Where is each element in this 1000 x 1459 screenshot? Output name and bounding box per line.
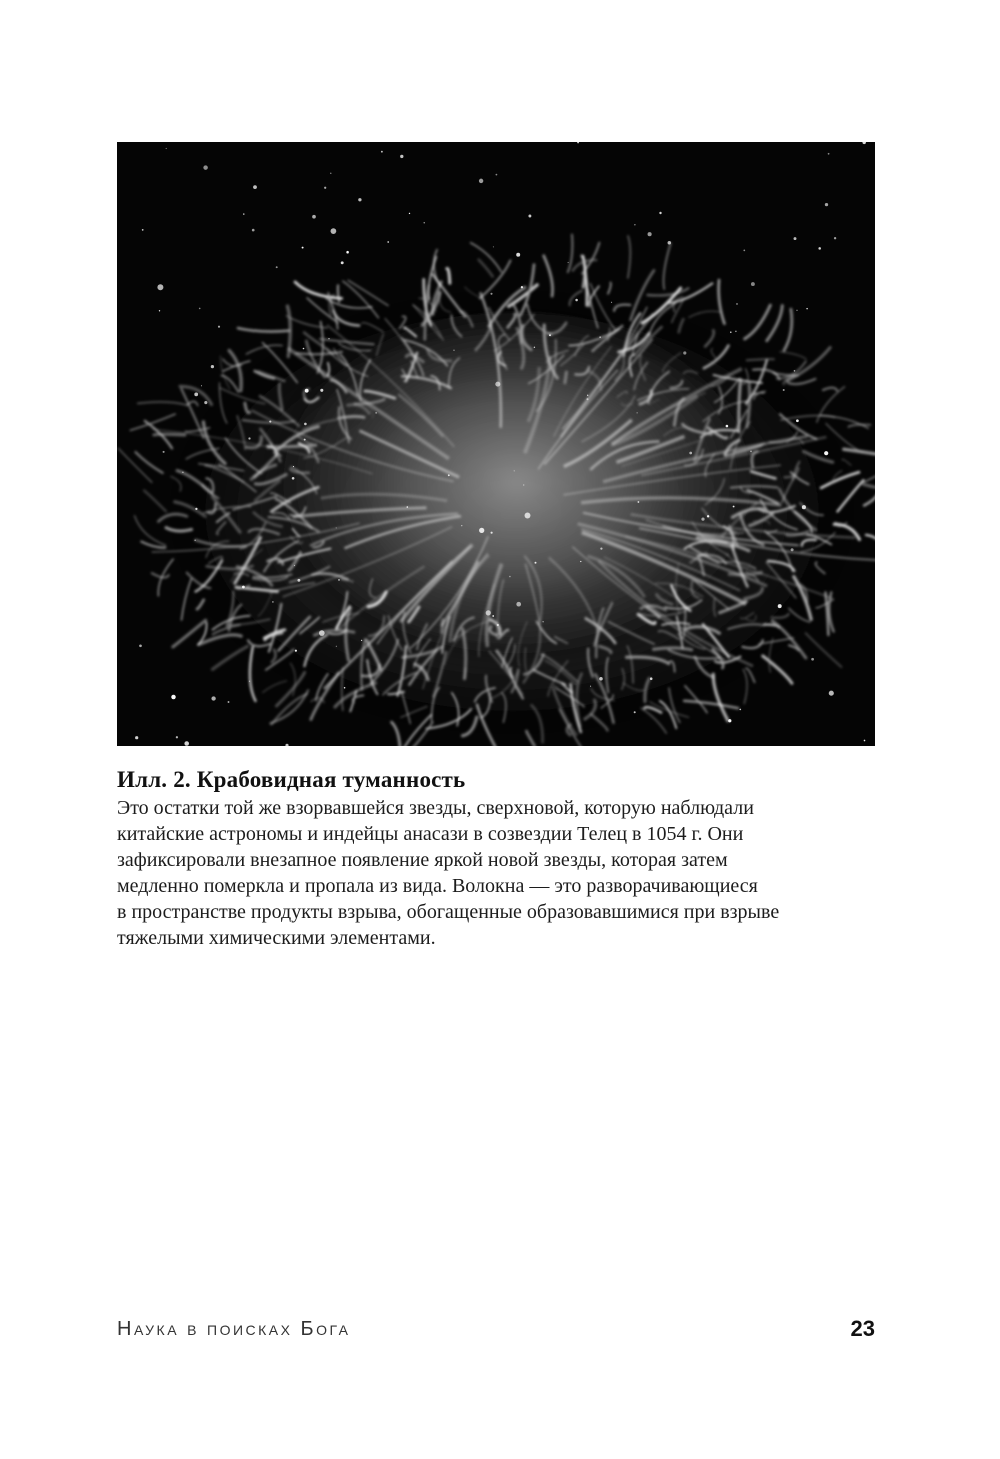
nebula-filament: [565, 372, 567, 383]
star: [424, 222, 425, 223]
star: [778, 604, 782, 608]
star: [218, 326, 220, 328]
star: [534, 347, 535, 348]
star: [497, 624, 499, 626]
star: [361, 640, 362, 641]
star: [381, 151, 383, 153]
star: [736, 303, 737, 304]
star: [330, 173, 331, 174]
star: [276, 266, 278, 268]
star: [242, 586, 245, 589]
nebula-filament: [747, 359, 774, 360]
star: [305, 389, 309, 393]
star: [243, 213, 244, 214]
star: [272, 601, 274, 603]
star: [825, 203, 828, 206]
star: [195, 540, 196, 541]
nebula-filament: [338, 416, 364, 418]
star: [453, 350, 454, 351]
star: [176, 736, 178, 738]
star: [358, 198, 361, 201]
nebula-core-glow: [257, 292, 777, 672]
star: [535, 562, 537, 564]
star: [568, 262, 569, 263]
star: [253, 185, 257, 189]
star: [599, 336, 601, 338]
star: [586, 398, 588, 400]
star: [668, 241, 672, 245]
star: [338, 579, 340, 581]
star: [341, 261, 344, 264]
star: [184, 741, 189, 746]
star: [194, 393, 198, 397]
star: [726, 425, 729, 428]
star: [171, 695, 175, 699]
star: [828, 153, 830, 155]
star: [509, 576, 511, 578]
star: [302, 247, 304, 249]
star: [336, 646, 337, 647]
star: [407, 506, 409, 508]
star: [496, 174, 498, 176]
star: [637, 501, 639, 503]
star: [707, 515, 709, 517]
star: [479, 528, 484, 533]
star: [211, 696, 215, 700]
star: [199, 308, 201, 310]
star: [525, 513, 531, 519]
star: [495, 382, 500, 387]
star: [304, 439, 306, 441]
star: [730, 331, 731, 332]
star: [493, 246, 494, 247]
star: [486, 610, 491, 615]
star: [295, 650, 297, 652]
star: [802, 505, 806, 509]
star: [701, 518, 704, 521]
star: [791, 548, 794, 551]
star: [159, 310, 160, 311]
star: [269, 421, 271, 423]
figure-caption: [117, 765, 887, 951]
star: [490, 293, 492, 295]
star: [796, 310, 797, 311]
star: [659, 212, 661, 214]
star: [829, 691, 834, 696]
star: [637, 412, 638, 413]
star: [331, 228, 337, 234]
star: [521, 286, 523, 288]
star: [344, 687, 346, 689]
star: [312, 215, 316, 219]
star: [733, 506, 735, 508]
star: [252, 229, 255, 232]
star: [806, 308, 808, 310]
star: [142, 229, 144, 231]
caption-text: Это остатки той же взорвавшейся звезды, сверхновой, которую наблюдали китайские астрономы и индейцы анасази в созвездии Телец в 1054 г. Они зафиксировали внезапное появление яркой новой звезды, которая затем медленно померкла и пропала из вида. Волокна — это разворачивающиеся в пространстве продукты взрыва, обогащенные образовавшимися при взрыве тяжелыми химическими элементами.: [117, 797, 780, 949]
star: [549, 334, 551, 336]
star: [461, 525, 462, 526]
star: [163, 451, 165, 453]
star: [319, 630, 325, 636]
star: [248, 437, 250, 439]
star: [739, 709, 741, 711]
star: [182, 471, 184, 473]
star: [516, 253, 520, 257]
star: [650, 677, 653, 680]
star: [211, 365, 214, 368]
star: [523, 484, 524, 485]
star: [228, 701, 230, 703]
star: [516, 602, 521, 607]
star: [448, 474, 450, 476]
star: [195, 508, 197, 510]
page-number: 23: [850, 1316, 875, 1341]
star: [328, 338, 329, 339]
star: [387, 241, 389, 243]
star: [750, 451, 752, 453]
star: [324, 187, 326, 189]
star: [292, 477, 295, 480]
caption-title: Илл. 2. Крабовидная туманность: [117, 767, 466, 792]
star: [139, 644, 142, 647]
star: [648, 232, 652, 236]
star: [599, 677, 603, 681]
star: [794, 370, 796, 372]
star: [834, 237, 836, 239]
star: [201, 385, 202, 386]
star: [166, 148, 167, 149]
star: [796, 419, 799, 422]
star: [634, 224, 635, 225]
star: [864, 740, 866, 742]
star: [346, 251, 349, 254]
star: [135, 736, 138, 739]
star: [818, 247, 821, 250]
star: [479, 179, 483, 183]
star: [683, 351, 686, 354]
star: [543, 621, 544, 622]
star: [249, 681, 250, 682]
star: [491, 532, 493, 534]
star: [304, 423, 307, 426]
star: [157, 284, 163, 290]
star: [575, 299, 578, 302]
nebula-filament: [154, 434, 185, 435]
star: [336, 527, 337, 528]
star: [297, 579, 300, 582]
star: [293, 466, 294, 467]
star: [811, 658, 814, 661]
star: [783, 389, 785, 391]
star: [294, 565, 295, 566]
star: [743, 250, 745, 252]
nebula-filament: [465, 668, 466, 678]
star: [514, 470, 515, 471]
star: [492, 615, 494, 617]
star: [528, 215, 531, 218]
star: [735, 331, 736, 332]
star: [580, 561, 581, 562]
star: [634, 711, 636, 713]
star: [400, 155, 403, 158]
star: [204, 401, 207, 404]
nebula-filament: [654, 648, 692, 650]
star: [824, 451, 828, 455]
crab-nebula-photo: [117, 142, 875, 746]
star: [203, 165, 207, 169]
star: [303, 348, 305, 350]
star: [600, 547, 602, 549]
star: [794, 237, 797, 240]
star: [590, 686, 591, 687]
star: [751, 282, 755, 286]
running-footer-book-title: Наука в поисках Бога: [117, 1318, 351, 1340]
star: [728, 719, 731, 722]
nebula-image-svg: [117, 142, 875, 746]
star: [409, 213, 410, 214]
star: [587, 395, 588, 396]
star: [611, 302, 612, 303]
star: [320, 389, 323, 392]
star: [689, 452, 692, 455]
star: [375, 412, 376, 413]
